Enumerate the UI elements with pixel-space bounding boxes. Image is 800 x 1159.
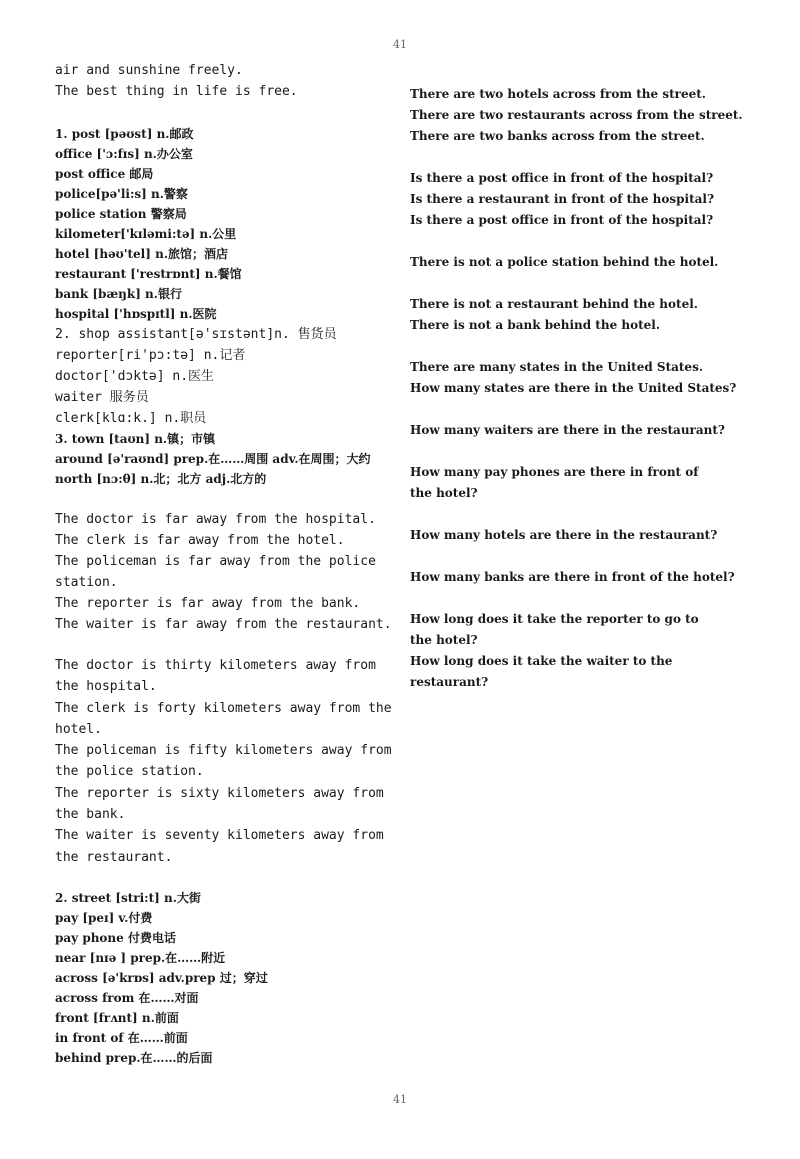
example-sentence: The doctor is far away from the hospital.: [55, 512, 376, 527]
vocab-entry: 2. shop assistant[ə'sɪstənt]n. 售货员: [55, 327, 337, 342]
question-sentence: How long does it take the waiter to the restaurant?: [410, 654, 673, 689]
vocab-entry: 1. post [pəʊst] n.邮政: [55, 127, 194, 141]
intro-line: air and sunshine freely.: [55, 63, 243, 78]
example-sentence: There are two restaurants across from the street.: [410, 108, 743, 122]
question-sentence: How many waiters are there in the restaurant?: [410, 423, 725, 437]
example-sentence: How many states are there in the United States?: [410, 381, 737, 395]
vocab-entry: around [ə'raʊnd] prep.在……周围 adv.在周围；大约: [55, 452, 371, 466]
intro-line: The best thing in life is free.: [55, 84, 298, 99]
example-sentence: There is not a bank behind the hotel.: [410, 318, 661, 332]
vocab-entry: hotel [həʊ'tel] n.旅馆；酒店: [55, 247, 228, 261]
example-sentence: There are two hotels across from the street.: [410, 87, 706, 101]
vocab-entry: office ['ɔ:fɪs] n.办公室: [55, 147, 193, 161]
vocab-entry: in front of 在……前面: [55, 1030, 188, 1045]
example-sentence: There is not a police station behind the hotel.: [410, 255, 719, 269]
question-sentence: How many banks are there in front of the hotel?: [410, 570, 735, 584]
left-column: [55, 60, 395, 1068]
question-sentence: How many pay phones are there in front of the hotel?: [410, 465, 699, 500]
example-sentence: Is there a post office in front of the hospital?: [410, 171, 714, 185]
vocab-entry: pay [peɪ] v.付费: [55, 910, 153, 925]
vocab-entry: behind prep.在……的后面: [55, 1050, 213, 1065]
example-sentence: Is there a post office in front of the hospital?: [410, 213, 714, 227]
right-column: [410, 84, 743, 693]
example-sentence: The policeman is fifty kilometers away from the police station.: [55, 743, 392, 780]
page-number-top: 41: [393, 38, 407, 51]
page-number-bottom: 41: [393, 1093, 407, 1106]
example-sentence: Is there a restaurant in front of the hospital?: [410, 192, 714, 206]
vocab-entry: hospital ['hɒspɪtl] n.医院: [55, 307, 217, 321]
example-sentence: The reporter is far away from the bank.: [55, 596, 361, 611]
vocab-entry: restaurant ['restrɒnt] n.餐馆: [55, 267, 242, 281]
example-sentence: There are many states in the United States.: [410, 360, 703, 374]
example-sentence: The waiter is seventy kilometers away from the restaurant.: [55, 828, 384, 865]
vocab-entry: reporter[ri'pɔ:tə] n.记者: [55, 348, 246, 363]
question-sentence: How many hotels are there in the restaurant?: [410, 528, 718, 542]
vocab-entry: across from 在……对面: [55, 990, 199, 1005]
vocab-entry: police station 警察局: [55, 207, 187, 221]
example-sentence: The policeman is far away from the police station.: [55, 554, 376, 590]
example-sentence: The clerk is forty kilometers away from the hotel.: [55, 700, 392, 737]
vocab-entry: clerk[klɑ:k.] n.职员: [55, 411, 207, 426]
example-sentence: The waiter is far away from the restaurant.: [55, 617, 392, 632]
example-sentence: The doctor is thirty kilometers away from the hospital.: [55, 658, 376, 695]
vocab-entry: north [nɔ:θ] n.北；北方 adj.北方的: [55, 472, 267, 486]
vocab-entry: bank [bæŋk] n.银行: [55, 287, 182, 301]
vocab-entry: front [frʌnt] n.前面: [55, 1010, 179, 1025]
vocab-entry: 2. street [stri:t] n.大街: [55, 890, 201, 905]
vocab-entry: police[pə'li:s] n.警察: [55, 187, 188, 201]
vocab-entry: kilometer['kɪləmi:tə] n.公里: [55, 227, 237, 241]
vocab-entry: waiter 服务员: [55, 390, 149, 405]
example-sentence: There are two banks across from the street.: [410, 129, 705, 143]
vocab-entry: pay phone 付费电话: [55, 930, 176, 945]
vocab-entry: doctor['dɔktə] n.医生: [55, 369, 215, 384]
vocab-entry: near [nɪə ] prep.在……附近: [55, 950, 226, 965]
vocab-entry: across [ə'krɒs] adv.prep 过；穿过: [55, 970, 268, 985]
question-sentence: How long does it take the reporter to go to the hotel?: [410, 612, 699, 647]
vocab-entry: post office 邮局: [55, 167, 154, 181]
example-sentence: The clerk is far away from the hotel.: [55, 533, 345, 548]
vocab-entry: 3. town [taʊn] n.镇；市镇: [55, 432, 216, 446]
example-sentence: There is not a restaurant behind the hotel.: [410, 297, 698, 311]
example-sentence: The reporter is sixty kilometers away from the bank.: [55, 785, 384, 823]
